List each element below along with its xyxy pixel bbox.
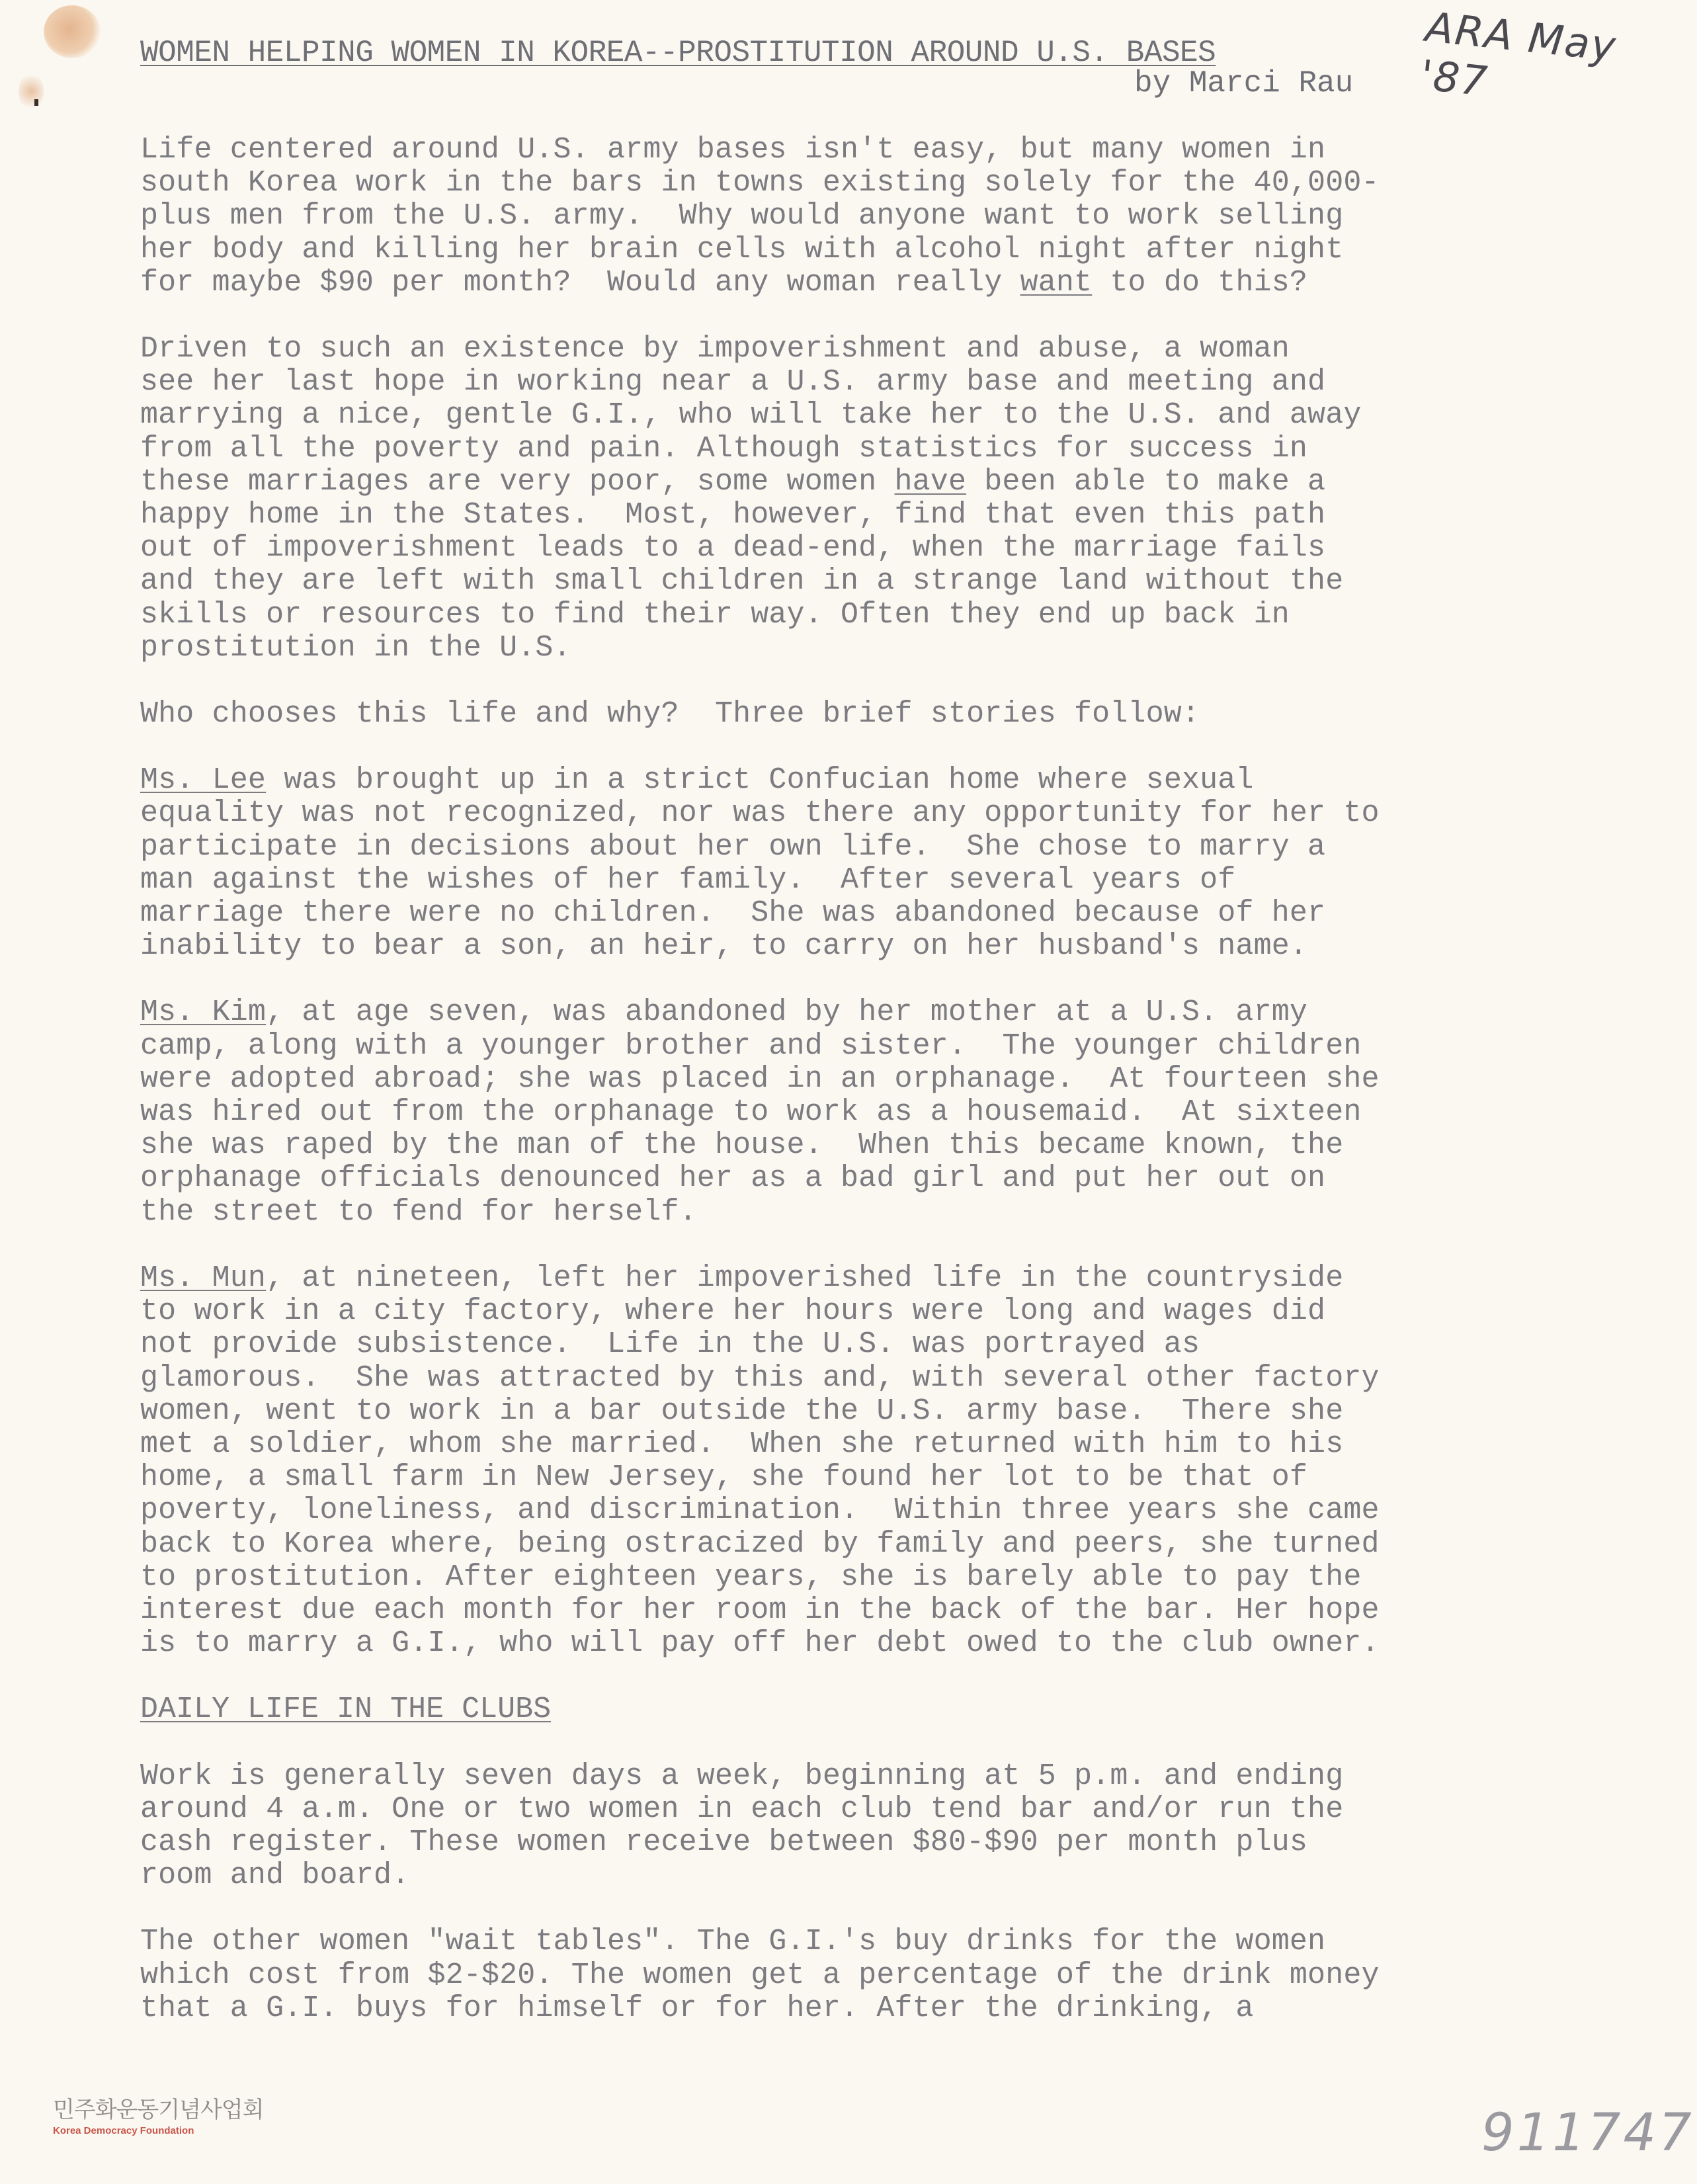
text-line: [140, 466, 1562, 499]
emphasis-word: have: [894, 464, 967, 499]
text-line: [140, 764, 1562, 797]
person-name: Ms. Mun: [140, 1261, 267, 1295]
text-line: the street to fend for herself.: [140, 1195, 697, 1229]
paragraph-intro: [140, 134, 1562, 300]
article-body: [140, 134, 1562, 2025]
text-line: her body and killing her brain cells with alcohol night after night: [140, 232, 1344, 267]
paragraph-other-women: [140, 1925, 1562, 2025]
text-line: Driven to such an existence by impoverishment and abuse, a woman: [140, 332, 1290, 366]
person-name: Ms. Kim: [140, 995, 267, 1030]
text-line: back to Korea where, being ostracized by family and peers, she turned: [140, 1527, 1380, 1561]
person-name: Ms. Lee: [140, 763, 267, 798]
text-line: equality was not recognized, nor was there any opportunity for her to: [140, 796, 1380, 831]
paragraph-ms-lee: [140, 764, 1562, 963]
text-line: were adopted abroad; she was placed in an orphanage. At fourteen she: [140, 1062, 1380, 1096]
text-line: orphanage officials denounced her as a bad girl and put her out on: [140, 1161, 1326, 1196]
text-line: interest due each month for her room in the back of the bar. Her hope: [140, 1593, 1380, 1627]
text-line: see her last hope in working near a U.S. army base and meeting and: [140, 365, 1326, 399]
text-line: Life centered around U.S. army bases isn't easy, but many women in: [140, 133, 1326, 167]
logo-english-text: Korea Democracy Foundation: [53, 2125, 194, 2136]
text-line: to work in a city factory, where her hours were long and wages did: [140, 1294, 1326, 1329]
paragraph-ms-kim: [140, 996, 1562, 1228]
text-line: plus men from the U.S. army. Why would anyone want to work selling: [140, 199, 1344, 233]
text-line: women, went to work in a bar outside the U.S. army base. There she: [140, 1394, 1344, 1428]
text-line: around 4 a.m. One or two women in each club tend bar and/or run the: [140, 1792, 1344, 1826]
text-line: [140, 1262, 1562, 1295]
text-line: The other women "wait tables". The G.I.'s buy drinks for the women: [140, 1925, 1326, 1959]
text-line: prostitution in the U.S.: [140, 630, 571, 665]
text-line: to prostitution. After eighteen years, she is barely able to pay the: [140, 1560, 1362, 1594]
foundation-logo: [53, 2091, 265, 2138]
document-title: WOMEN HELPING WOMEN IN KOREA--PROSTITUTION AROUND U.S. BASES: [140, 36, 1216, 70]
text-line: that a G.I. buys for himself or for her. After the drinking, a: [140, 1991, 1254, 2025]
text-line: from all the poverty and pain. Although statistics for success in: [140, 431, 1308, 466]
logo-korean-text: 민주화운동기념사업회: [53, 2097, 264, 2123]
text-line: [140, 996, 1562, 1029]
text-line: happy home in the States. Most, however, find that even this path: [140, 498, 1326, 532]
paragraph-work: [140, 1760, 1562, 1893]
text-segment: been able to make a: [966, 464, 1326, 499]
paragraph-ms-mun: [140, 1262, 1562, 1660]
paragraph-question: Who chooses this life and why? Three brief stories follow:: [140, 697, 1200, 732]
text-line: which cost from $2-$20. The women get a percentage of the drink money: [140, 1958, 1380, 1992]
text-line: Work is generally seven days a week, beginning at 5 p.m. and ending: [140, 1759, 1344, 1793]
text-line: inability to bear a son, an heir, to carry on her husband's name.: [140, 929, 1308, 964]
text-line: and they are left with small children in a strange land without the: [140, 564, 1344, 599]
text-segment: , at age seven, was abandoned by her mother at a U.S. army: [266, 995, 1308, 1030]
text-line: room and board.: [140, 1859, 410, 1893]
text-segment: , at nineteen, left her impoverished life in the countryside: [266, 1261, 1344, 1295]
text-line: glamorous. She was attracted by this and, with several other factory: [140, 1361, 1380, 1395]
text-line: [140, 267, 1562, 300]
text-segment: to do this?: [1092, 265, 1308, 300]
text-line: south Korea work in the bars in towns existing solely for the 40,000-: [140, 166, 1380, 200]
text-line: marriage there were no children. She was abandoned because of her: [140, 896, 1326, 931]
text-line: marrying a nice, gentle G.I., who will take her to the U.S. and away: [140, 398, 1362, 433]
text-line: camp, along with a younger brother and sister. The younger children: [140, 1029, 1362, 1063]
text-line: home, a small farm in New Jersey, she found her lot to be that of: [140, 1460, 1308, 1495]
staple-mark: [34, 99, 38, 106]
stain-mark-small: [19, 71, 44, 111]
text-line: she was raped by the man of the house. When this became known, the: [140, 1128, 1344, 1163]
stain-mark: [44, 5, 101, 58]
text-line: poverty, loneliness, and discrimination. Within three years she came: [140, 1493, 1380, 1528]
section-heading: DAILY LIFE IN THE CLUBS: [140, 1693, 552, 1727]
text-line: was hired out from the orphanage to work as a housemaid. At sixteen: [140, 1095, 1362, 1130]
author-byline: by Marci Rau: [1134, 66, 1354, 101]
text-line: man against the wishes of her family. After several years of: [140, 862, 1236, 897]
document-number: 911747: [1481, 2103, 1694, 2163]
text-line: participate in decisions about her own life. She chose to marry a: [140, 829, 1326, 864]
text-line: out of impoverishment leads to a dead-end, when the marriage fails: [140, 531, 1326, 566]
text-segment: for maybe $90 per month? Would any woman really: [140, 265, 1020, 300]
text-line: is to marry a G.I., who will pay off her debt owed to the club owner.: [140, 1626, 1380, 1661]
text-line: not provide subsistence. Life in the U.S. was portrayed as: [140, 1327, 1200, 1362]
text-line: met a soldier, whom she married. When she returned with him to his: [140, 1427, 1344, 1461]
text-segment: was brought up in a strict Confucian home where sexual: [266, 763, 1254, 798]
emphasis-word: want: [1020, 265, 1093, 300]
text-segment: these marriages are very poor, some women: [140, 464, 895, 499]
text-line: skills or resources to find their way. Often they end up back in: [140, 597, 1290, 632]
paragraph-driven: [140, 333, 1562, 665]
handwritten-note: ARA May '87: [1418, 3, 1620, 106]
text-line: cash register. These women receive between $80-$90 per month plus: [140, 1825, 1308, 1859]
